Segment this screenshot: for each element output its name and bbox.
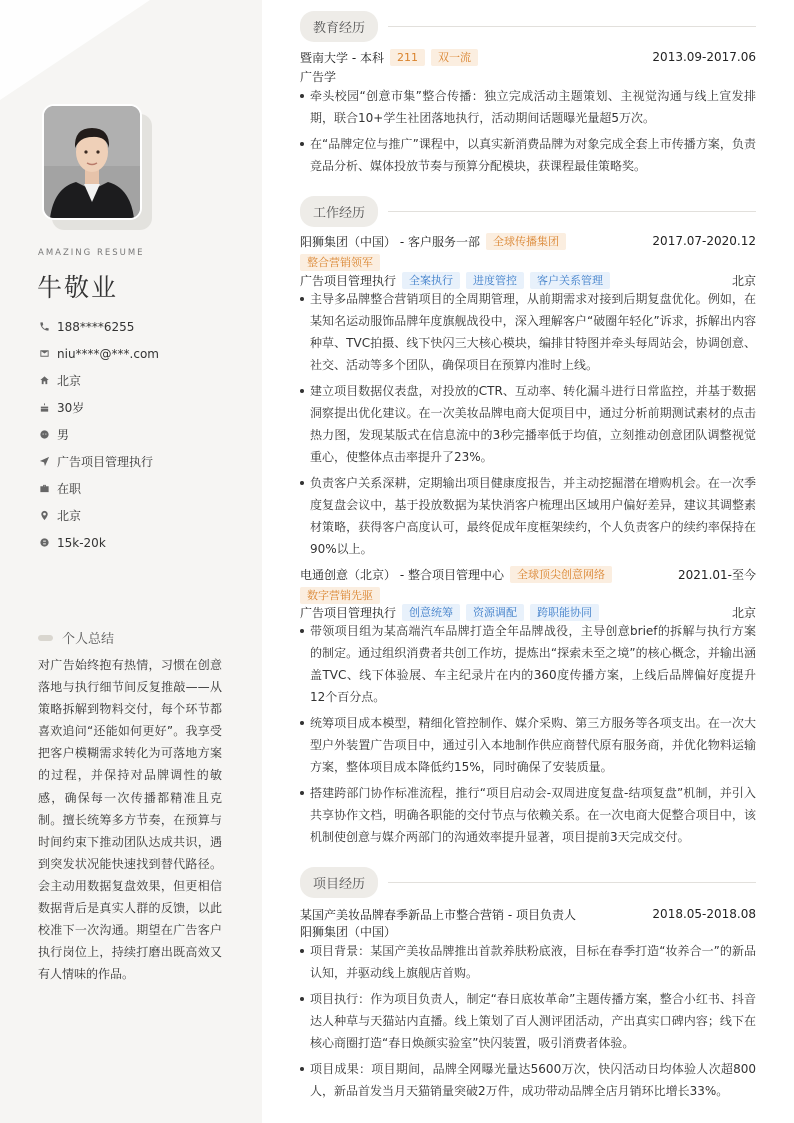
list-item: 项目执行：作为项目负责人，制定“春日底妆革命”主题传播方案，整合小红书、抖音达人种草与天猫站内直播。线上策划了百人测评团活动，产出真实口碑内容；线下在核心商圈打造“春日焕颜实验室”快闪装置，吸引消费者体验。	[300, 988, 756, 1054]
info-email-text: niu****@***.com	[57, 346, 159, 361]
info-age	[38, 394, 248, 421]
info-phone-text: 188****6255	[57, 319, 135, 334]
list-item: 项目成果：项目期间，品牌全网曝光量达5600万次，快闪活动日均体验人次超800人，新品首发当月天猫销量突破2万件，成功带动品牌全店月销环比增长33%。	[300, 1058, 756, 1102]
resume-tagline: AMAZING RESUME	[38, 248, 145, 258]
project-name: 某国产美妆品牌春季新品上市整合营销 - 项目负责人	[300, 907, 576, 922]
job-skill-tag: 全案执行	[402, 272, 460, 289]
info-status-text: 在职	[57, 482, 82, 496]
info-city	[38, 367, 248, 394]
section-divider	[388, 26, 756, 27]
contact-info-list	[38, 313, 248, 556]
avatar-photo	[42, 104, 142, 220]
info-city-text: 北京	[57, 374, 82, 388]
project-date: 2018.05-2018.08	[652, 907, 756, 921]
list-item: 统筹项目成本模型，精细化管控制作、媒介采购、第三方服务等各项支出。在一次大型户外装置广告项目中，通过引入本地制作供应商替代原有服务商，并优化物料运输方案，整体项目成本降低约15%，同时确保了安装质量。	[300, 712, 756, 778]
info-salary	[38, 529, 248, 556]
avatar	[42, 104, 142, 220]
info-location	[38, 502, 248, 529]
job-bullets	[300, 288, 756, 564]
list-item: 牵头校园“创意市集”整合传播：独立完成活动主题策划、主视觉沟通与线上宣发排期，联合10+学生社团落地执行，活动期间话题曝光量超5万次。	[300, 85, 756, 129]
education-date: 2013.09-2017.06	[652, 50, 756, 64]
project-bullets	[300, 940, 756, 1106]
job-role: 广告项目管理执行	[300, 273, 397, 288]
list-item: 主导多品牌整合营销项目的全周期管理，从前期需求对接到后期复盘优化。例如，在某知名运动服饰品牌年度旗舰战役中，深入理解客户“破圈年轻化”诉求，拆解出内容种草、TVC拍摄、线下快闪三大核心模块，编排甘特图并牵头每周站会，协调创意、社交、活动等多个团队，确保项目在预算内准时上线。	[300, 288, 756, 376]
gender-icon	[38, 429, 50, 441]
education-row	[300, 48, 756, 66]
job-date: 2017.07-2020.12	[652, 234, 756, 248]
info-salary-text: 15k-20k	[57, 535, 106, 550]
location-icon	[38, 510, 50, 522]
job-role: 广告项目管理执行	[300, 605, 397, 620]
info-position-text: 广告项目管理执行	[57, 455, 154, 469]
info-phone	[38, 313, 248, 340]
project-org: 阳狮集团（中国）	[300, 925, 397, 939]
email-icon	[38, 348, 50, 360]
education-tag: 211	[390, 49, 425, 66]
info-age-text: 30岁	[57, 401, 85, 415]
job-company-tag: 全球顶尖创意网络	[510, 566, 612, 583]
education-tag: 双一流	[431, 49, 478, 66]
list-item: 搭建跨部门协作标准流程，推行“项目启动会-双周进度复盘-结项复盘”机制，并引入共享协作文档，明确各职能的交付节点与依赖关系。在一次电商大促整合项目中，该机制使创意与媒介两部门的沟通效率提升显著，项目提前3天完成交付。	[300, 782, 756, 848]
job-header-row	[300, 232, 756, 250]
job-company-tag: 全球传播集团	[486, 233, 566, 250]
job-extra-tag: 数字营销先驱	[300, 587, 380, 604]
sidebar	[0, 0, 262, 1123]
project-header-row	[300, 905, 756, 923]
education-school: 暨南大学 - 本科	[300, 50, 384, 65]
info-status	[38, 475, 248, 502]
job-extra-row	[300, 253, 756, 271]
summary-heading-bar	[38, 635, 53, 641]
send-icon	[38, 456, 50, 468]
info-gender-text: 男	[57, 428, 70, 442]
phone-icon	[38, 321, 50, 333]
section-divider	[388, 211, 756, 212]
list-item: 负责客户关系深耕，定期输出项目健康度报告，并主动挖掘潜在增购机会。在一次季度复盘会议中，基于投放数据为某快消客户梳理出区域用户偏好差异，建议其调整素材策略，获得客户高度认可，最终促成年度框架续约，个人负责客户的续约率保持在90%以上。	[300, 472, 756, 560]
section-title: 教育经历	[300, 11, 378, 42]
decorative-corner	[0, 0, 150, 100]
job-date: 2021.01-至今	[678, 567, 756, 582]
job-city: 北京	[731, 273, 756, 288]
job-bullets	[300, 620, 756, 852]
job-skill-tag: 跨职能协同	[530, 604, 599, 621]
section-education-heading	[300, 11, 756, 42]
job-skill-tag: 客户关系管理	[530, 272, 610, 289]
job-skill-tag: 创意统筹	[402, 604, 460, 621]
list-item: 项目背景：某国产美妆品牌推出首款养肤粉底液，目标在春季打造“妆养合一”的新品认知，并驱动线上旗舰店首购。	[300, 940, 756, 984]
education-major: 广告学	[300, 70, 337, 84]
list-item: 在“品牌定位与推广”课程中，以真实新消费品牌为对象完成全套上市传播方案，负责竞品分析、媒体投放节奏与预算分配模块，获课程最佳策略奖。	[300, 133, 756, 177]
job-extra-row	[300, 586, 756, 604]
cake-icon	[38, 402, 50, 414]
salary-icon	[38, 537, 50, 549]
section-divider	[388, 882, 756, 883]
job-city: 北京	[731, 605, 756, 620]
info-email	[38, 340, 248, 367]
info-position	[38, 448, 248, 475]
job-company: 阳狮集团（中国） - 客户服务一部	[300, 234, 480, 249]
job-role-row	[300, 271, 756, 289]
job-skill-tag: 资源调配	[466, 604, 524, 621]
list-item: 建立项目数据仪表盘，对投放的CTR、互动率、转化漏斗进行日常监控，并基于数据洞察提出优化建议。在一次美妆品牌电商大促项目中，通过分析前期测试素材的点击热力图，发现某版式在信息流中的3秒完播率低于均值，立刻推动创意团队调整视觉重心，使整体点击率提升了23%。	[300, 380, 756, 468]
candidate-name: 牛敬业	[37, 273, 119, 302]
summary-text: 对广告始终抱有热情，习惯在创意落地与执行细节间反复推敲——从策略拆解到物料交付，每个环节都喜欢追问“还能如何更好”。我享受把客户模糊需求转化为可落地方案的过程，并保持对品牌调性的敏感，确保每一次传播都精准且克制。擅长统筹多方节奏，在预算与时间约束下推动团队达成共识，遇到突发状况能快速找到替代路径。会主动用数据复盘效果，但更相信数据背后是真实人群的反馈，以此校准下一次沟通。期望在广告客户执行岗位上，持续打磨出既高效又有人情味的作品。	[38, 658, 222, 982]
section-work-heading	[300, 196, 756, 227]
section-title: 项目经历	[300, 867, 378, 898]
summary-heading	[38, 628, 114, 647]
list-item: 带领项目组为某高端汽车品牌打造全年品牌战役，主导创意brief的拆解与执行方案的制定。通过组织消费者共创工作坊，提炼出“探索未至之境”的核心概念，并输出涵盖TVC、线下体验展、车主纪录片在内的360度传播方案，上线后品牌偏好度提升12个百分点。	[300, 620, 756, 708]
job-company: 电通创意（北京） - 整合项目管理中心	[300, 567, 504, 582]
info-gender	[38, 421, 248, 448]
job-skill-tag: 进度管控	[466, 272, 524, 289]
briefcase-icon	[38, 483, 50, 495]
section-title: 工作经历	[300, 196, 378, 227]
job-role-row	[300, 603, 756, 621]
info-location-text: 北京	[57, 509, 82, 523]
education-bullets	[300, 85, 756, 181]
section-projects-heading	[300, 867, 756, 898]
summary-title: 个人总结	[62, 632, 115, 647]
job-extra-tag: 整合营销领军	[300, 254, 380, 271]
job-header-row	[300, 565, 756, 583]
home-icon	[38, 375, 50, 387]
